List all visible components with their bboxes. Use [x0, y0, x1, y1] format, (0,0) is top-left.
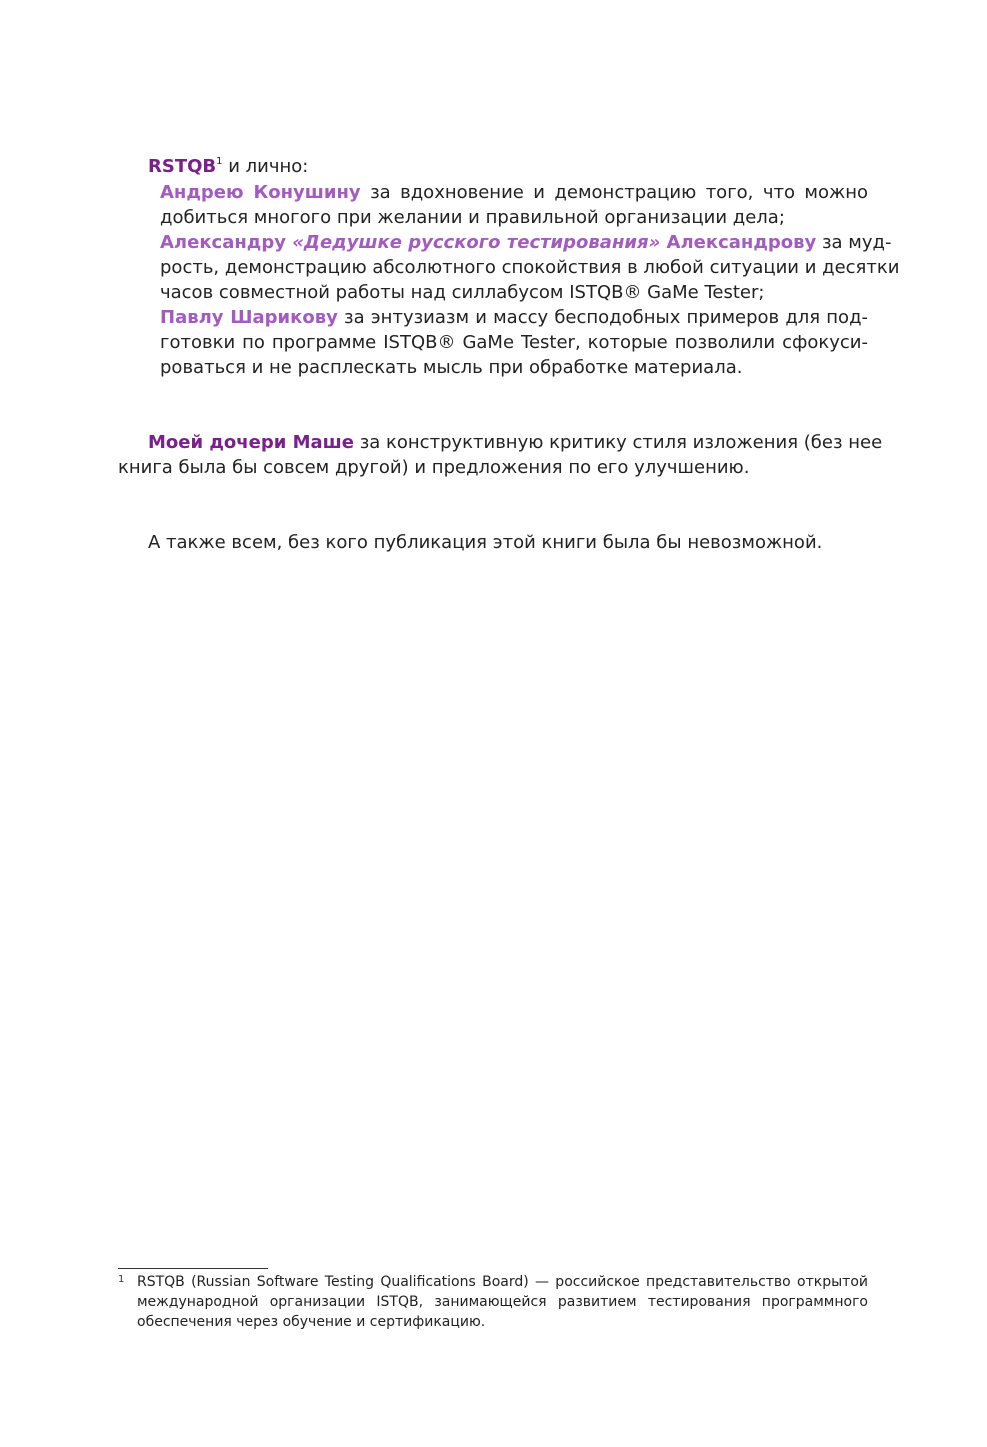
- daughter-text: книга была бы совсем другой) и предложения по его улучшению.: [118, 457, 750, 478]
- daughter-text: за конструктивную критику стиля изложения (без нее: [353, 432, 883, 453]
- person-name: Павлу Шарикову: [160, 307, 338, 328]
- person-text: за вдохновение и демонстрацию того, что можно: [360, 182, 868, 203]
- person-surname: Александрову: [660, 232, 817, 253]
- person-name: Андрею Конушину: [160, 182, 361, 203]
- intro-tail: и лично:: [222, 156, 309, 177]
- footnote-ref: 1: [216, 156, 223, 167]
- thanks-daughter: [118, 430, 883, 480]
- thanks-konushin: [160, 180, 868, 230]
- footnote-line: обеспечения через обучение и сертификацию.: [137, 1314, 486, 1330]
- footnote-number: 1: [118, 1274, 125, 1285]
- org-name: RSTQB: [148, 156, 217, 177]
- thanks-sharikov: [160, 305, 868, 380]
- person-text: за энтузиазм и массу бесподобных примеров для под-: [337, 307, 869, 328]
- footnote-rule: [118, 1268, 268, 1269]
- daughter-name: Моей дочери Маше: [148, 432, 354, 453]
- person-text: за муд-: [816, 232, 892, 253]
- person-text: готовки по программе ISTQB® GaMe Tester, которые позволили сфокуси-: [160, 332, 868, 353]
- person-text: роваться и не расплескать мысль при обработке материала.: [160, 357, 743, 378]
- thanks-intro: [148, 154, 308, 179]
- person-name: Александру: [160, 232, 293, 253]
- person-nickname: «Дедушке русского тестирования»: [292, 232, 661, 253]
- person-text: рость, демонстрацию абсолютного спокойствия в любой ситуации и десятки: [160, 257, 900, 278]
- person-text: добиться многого при желании и правильной организации дела;: [160, 207, 785, 228]
- thanks-aleksandrov: [160, 230, 900, 305]
- closing-line: А также всем, без кого публикация этой книги была бы невозможной.: [148, 532, 823, 553]
- footnote-line: международной организации ISTQB, занимающейся развитием тестирования программного: [137, 1294, 868, 1310]
- footnote-line: RSTQB (Russian Software Testing Qualifications Board) — российское представительство открытой: [137, 1274, 868, 1290]
- person-text: часов совместной работы над силлабусом ISTQB® GaMe Tester;: [160, 282, 765, 303]
